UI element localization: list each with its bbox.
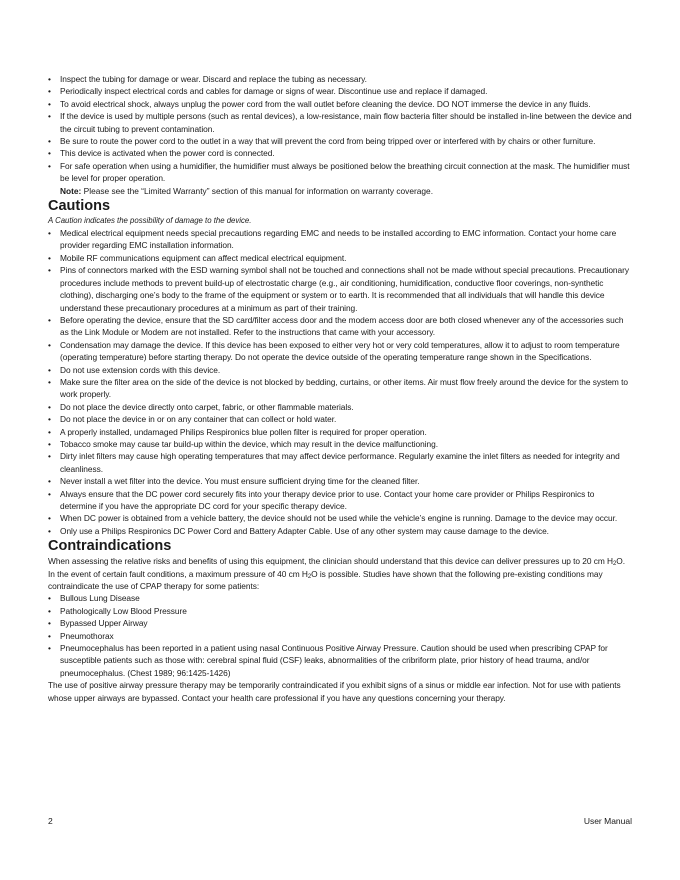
caution-item: • Before operating the device, ensure that the SD card/filter access door and the modem access door are both closed whenever any of the accessories such as the Link Module or Modem are not installed. Refer to the instructions that came with your accessory.	[48, 314, 632, 339]
caution-item: • Always ensure that the DC power cord securely fits into your therapy device prior to use. Contact your home care provider or Philips Respironics to determine if you have the appropriate DC cord for your specific therapy device.	[48, 488, 632, 513]
warning-item: • If the device is used by multiple persons (such as rental devices), a low-resistance, main flow bacteria filter should be installed in-line between the device and the circuit tubing to prevent contamination.	[48, 110, 632, 135]
caution-item: • Make sure the filter area on the side of the device is not blocked by bedding, curtains, or other items. Air must flow freely around the device for the system to work properly.	[48, 376, 632, 401]
subscript-2: 2	[307, 573, 312, 580]
cautions-heading: Cautions	[48, 198, 111, 215]
warning-item: • Inspect the tubing for damage or wear. Discard and replace the tubing as necessary.	[48, 73, 632, 85]
note-text: Please see the “Limited Warranty” section of this manual for information on warranty coverage.	[81, 185, 434, 196]
cautions-list	[48, 227, 632, 537]
warning-item: • This device is activated when the power cord is connected.	[48, 147, 632, 159]
caution-item: • Never install a wet filter into the device. You must ensure sufficient drying time for the cleaned filter.	[48, 475, 632, 487]
contraindication-item: • Bullous Lung Disease	[48, 592, 632, 604]
caution-item: • A properly installed, undamaged Philips Respironics blue pollen filter is required for proper operation.	[48, 426, 632, 438]
warning-item: • Be sure to route the power cord to the outlet in a way that will prevent the cord from being tripped over or interfered with by chairs or other furniture.	[48, 135, 632, 147]
warning-item: • To avoid electrical shock, always unplug the power cord from the wall outlet before cleaning the device. DO NOT immerse the device in any fluids.	[48, 98, 632, 110]
caution-item: • Condensation may damage the device. If this device has been exposed to either very hot or very cold temperatures, allow it to adjust to room temperature (operating temperature) before starting therapy. Do not operate the device outside of the operating temperature range shown in the Specifications.	[48, 339, 632, 364]
warnings-list	[48, 73, 632, 185]
caution-item: • Tobacco smoke may cause tar build-up within the device, which may result in the device malfunctioning.	[48, 438, 632, 450]
subscript-2: 2	[613, 561, 617, 568]
contraindications-intro	[48, 555, 632, 592]
page-body	[48, 73, 632, 704]
caution-item: • Mobile RF communications equipment can affect medical electrical equipment.	[48, 252, 632, 264]
intro-text-b: O. In the event of certain fault conditions, a maximum pressure of 40 cm H	[48, 556, 626, 579]
cautions-intro: A Caution indicates the possibility of damage to the device.	[48, 216, 252, 226]
contraindications-heading: Contraindications	[48, 538, 172, 555]
contraindications-closing: The use of positive airway pressure therapy may be temporarily contraindicated if you exhibit signs of a sinus or middle ear infection. Not for use with patients whose upper airways are bypassed. Contact your health care professional if you have any questions concerning your therapy.	[48, 680, 621, 703]
caution-item: • Medical electrical equipment needs special precautions regarding EMC and needs to be installed according to EMC information. Contact your home care provider regarding EMC installation information.	[48, 227, 632, 252]
contraindication-item: • Bypassed Upper Airway	[48, 617, 632, 629]
contraindication-item: • Pathologically Low Blood Pressure	[48, 605, 632, 617]
document-title: User Manual	[583, 816, 632, 826]
caution-item: • Dirty inlet filters may cause high operating temperatures that may affect device performance. Regularly examine the inlet filters as needed for integrity and cleanliness.	[48, 450, 632, 475]
contraindications-list	[48, 592, 632, 679]
caution-item: • Do not use extension cords with this device.	[48, 364, 632, 376]
contraindication-item: • Pneumothorax	[48, 630, 632, 642]
warning-item: • For safe operation when using a humidifier, the humidifier must always be positioned below the breathing circuit connection at the mask. The humidifier must be level for proper operation.	[48, 160, 632, 185]
caution-item: • Do not place the device in or on any container that can collect or hold water.	[48, 413, 632, 425]
warranty-note	[48, 185, 632, 197]
caution-item: • Only use a Philips Respironics DC Power Cord and Battery Adapter Cable. Use of any other system may cause damage to the device.	[48, 525, 632, 537]
intro-text-a: When assessing the relative risks and benefits of using this equipment, the clinician should understand that this device can deliver pressures up to 20 cm H	[48, 556, 613, 567]
caution-item: • Pins of connectors marked with the ESD warning symbol shall not be touched and connections shall not be made without special precautions. Precautionary procedures include methods to prevent build-up of electrostatic charge (e.g., air conditioning, humidification, conductive floor coverings, non-synthetic clothing), discharging one’s body to the frame of the equipment or system or to earth. It is recommended that all individuals that will handle this device understand these precautionary procedures at a minimum as part of their training.	[48, 264, 632, 314]
warning-item: • Periodically inspect electrical cords and cables for damage or signs of wear. Discontinue use and replace if damaged.	[48, 85, 632, 97]
caution-item: • Do not place the device directly onto carpet, fabric, or other flammable materials.	[48, 401, 632, 413]
contraindication-item: • Pneumocephalus has been reported in a patient using nasal Continuous Positive Airway Pressure. Caution should be used when prescribing CPAP for susceptible patients such as those with: cerebral spinal fluid (CSF) leaks, abnormalities of the cribriform plate, prior history of head trauma, and/or pneumocephalus. (Chest 1989; 96:1425-1426)	[48, 642, 632, 679]
intro-text-c: O is possible. Studies have shown that the following pre-existing conditions may contraindicate the use of CPAP therapy for some patients:	[48, 568, 603, 592]
caution-item: • When DC power is obtained from a vehicle battery, the device should not be used while the vehicle’s engine is running. Damage to the device may occur.	[48, 512, 632, 524]
page-number: 2	[48, 816, 53, 826]
note-label: Note:	[60, 185, 82, 196]
